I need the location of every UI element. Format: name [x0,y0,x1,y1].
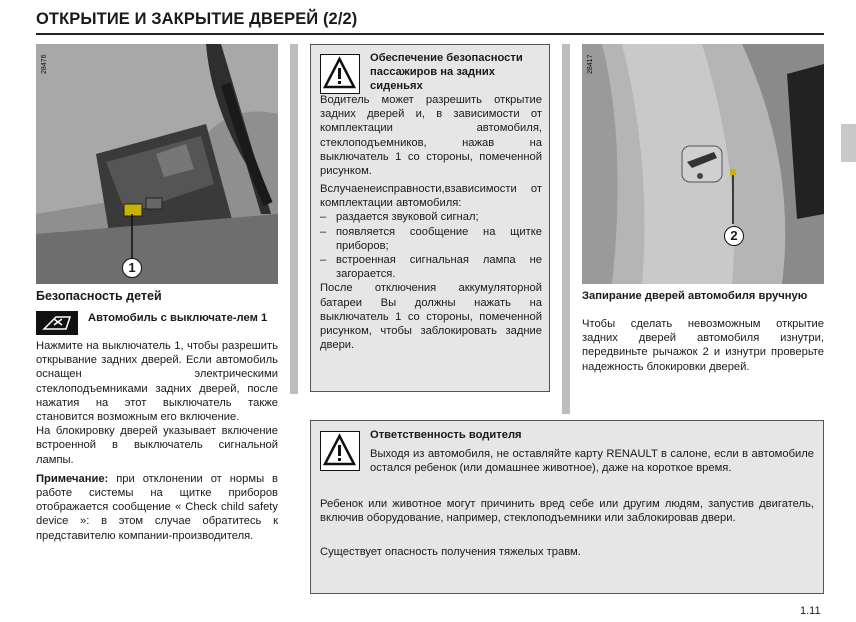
door-switch-illustration [36,44,278,284]
child-safety-text [36,339,278,543]
driver-warning-para1: Выходя из автомобиля, не оставляйте карту RENAULT в салоне, если в автомобиле остался ребенок (или домашнее животное), даже на короткое время. [370,448,814,475]
photo-code: 28476 [41,54,48,74]
door-switch-photo [36,44,278,284]
fault-item: – встроенная сигнальная лампа не загорается. [320,253,542,281]
child-safety-para1: Нажмите на выключатель 1, чтобы разрешить открывание задних дверей. Если автомобиль оснащен электрическими стеклоподъемниками задних дверей, после нажатия на этот выключатель также становится возможным его включение. [36,340,278,424]
rear-warning-para2: Вслучаенеисправности,взависимости от комплектации автомобиля: [320,183,542,210]
child-safety-heading: Безопасность детей [36,289,162,303]
door-lock-illustration [582,44,824,284]
manual-lock-heading: Запирание дверей автомобиля вручную [582,290,808,302]
child-lock-icon [36,311,78,335]
driver-warning-para3: Существует опасность получения тяжелых травм. [320,546,581,558]
door-lock-photo [582,44,824,284]
manual-lock-text: Чтобы сделать невозможным открытие задних дверей автомобиля изнутри, передвиньте рычажок 2 и изнутри проверьте надежность блокировки дверей. [582,318,824,373]
rear-warning-para1: Водитель может разрешить открытие задних дверей и, в зависимости от комплектации автомобиля, стеклоподъемников, нажав на выключатель 1 со стороны, помеченной рисунком. [320,94,542,178]
fault-list [320,210,542,281]
child-safety-note [36,472,278,543]
photo-code: 28417 [587,54,594,74]
rear-safety-warning [310,44,550,392]
page-edge-tab [841,124,856,162]
callout-2: 2 [724,226,744,246]
page-number: 1.11 [800,605,821,617]
warning-triangle-icon [320,431,360,471]
warning-triangle-icon [320,54,360,94]
switch-label: Автомобиль с выключате-лем 1 [88,312,268,324]
right-column-divider [562,44,570,414]
rear-warning-para3: После отключения аккумуляторной батареи Вы должны нажать на выключатель 1 со стороны, помеченной рисунком, чтобы заблокировать задние двери. [320,282,542,352]
callout-1: 1 [122,258,142,278]
title-rule [36,33,824,35]
note-text: при отклонении от нормы в работе системы на щитке приборов отображается сообщение « Check child safety device »: в этом случае обратитесь к представителю компании-производителя. [36,472,278,542]
driver-warning-heading: Ответственность водителя [370,429,522,441]
rear-warning-heading: Обеспечение безопасности пассажиров на задних сиденьях [370,52,523,93]
page-title: ОТКРЫТИЕ И ЗАКРЫТИЕ ДВЕРЕЙ (2/2) [36,10,358,28]
rear-warning-body [320,182,542,352]
driver-warning-para2: Ребенок или животное могут причинить вред себе или другим людям, запустив двигатель, включив оборудование, например, стеклоподъемники или заблокировав двери. [320,498,814,525]
fault-item: – появляется сообщение на щитке приборов; [320,225,542,253]
child-safety-para2: На блокировку дверей указывает включение встроенной в выключатель сигнальной лампы. [36,425,278,466]
driver-warning [310,420,824,594]
column-divider [290,44,298,394]
note-label: Примечание: [36,472,109,485]
fault-item: – раздается звуковой сигнал; [320,210,542,224]
